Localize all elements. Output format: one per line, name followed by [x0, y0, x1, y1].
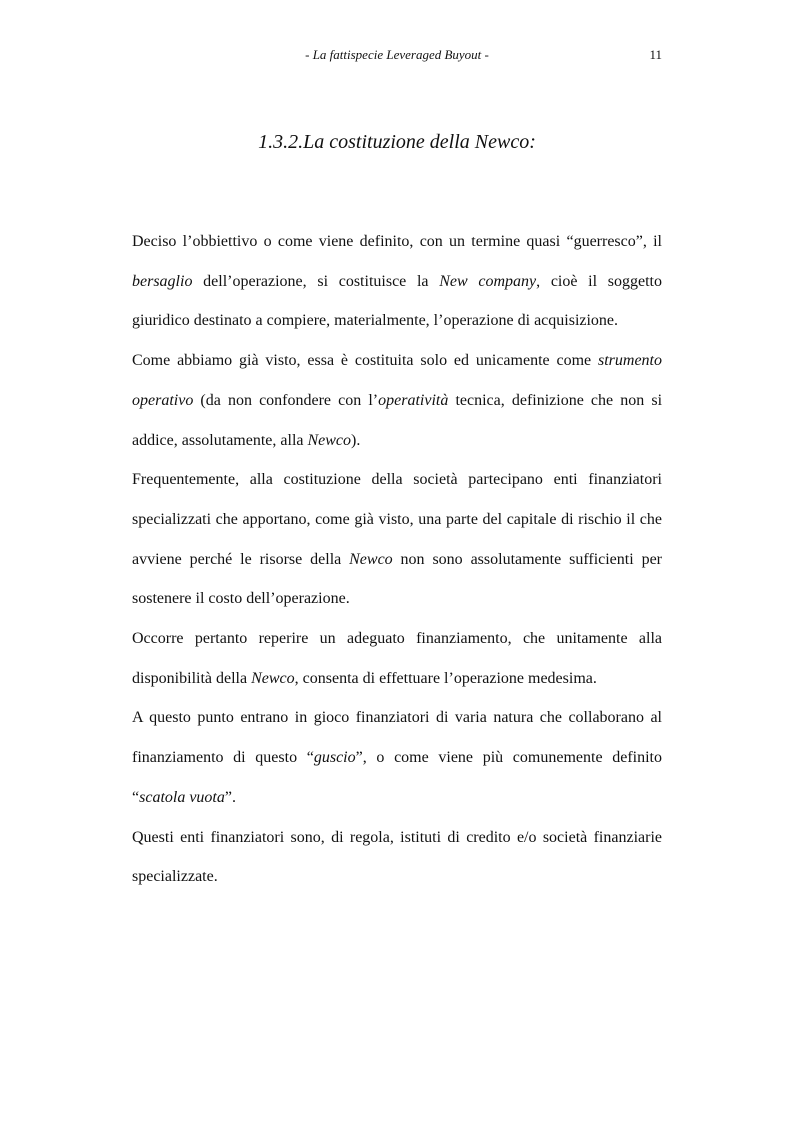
paragraph [132, 341, 662, 460]
text-run: , cioè il soggetto giuridico destinato a compiere, materialmente, l’operazione di acquisizione. [132, 272, 662, 330]
text-run: Occorre pertanto reperire un adeguato finanziamento, che unitamente alla disponibilità della [132, 630, 662, 687]
running-header [132, 47, 662, 67]
paragraph [132, 698, 662, 817]
body-text [132, 222, 662, 897]
paragraph [132, 460, 662, 619]
paragraph [132, 619, 662, 698]
text-run: ). [351, 431, 361, 449]
text-run: ”, o come viene più comunemente definito “ [132, 749, 662, 806]
italic-term: operatività [378, 391, 449, 409]
text-run: (da non confondere con l’ [193, 391, 379, 409]
italic-term: strumento operativo [132, 352, 662, 409]
text-run: dell’operazione, si costituisce la [192, 272, 440, 290]
running-title: - La fattispecie Leveraged Buyout - [305, 47, 489, 62]
italic-term: guscio [313, 749, 356, 767]
text-run: Questi enti finanziatori sono, di regola, istituti di credito e/o società finanziarie specializzate. [132, 828, 662, 886]
text-run: Come abbiamo già visto, essa è costituita solo ed unicamente come [132, 352, 598, 370]
text-run: non sono assolutamente sufficienti per sostenere il costo dell’operazione. [132, 550, 662, 608]
italic-term: Newco [251, 669, 295, 687]
italic-term: New company [439, 272, 537, 290]
section-title: 1.3.2.La costituzione della Newco: [258, 131, 536, 153]
text-run: tecnica, definizione che non si addice, assolutamente, alla [132, 391, 663, 449]
italic-term: Newco [307, 431, 352, 449]
text-run: , consenta di effettuare l’operazione medesima. [294, 669, 597, 687]
italic-term: bersaglio [132, 272, 193, 290]
italic-term: scatola vuota [139, 788, 225, 806]
text-run: A questo punto entrano in gioco finanziatori di varia natura che collaborano al finanziamento di questo “ [132, 709, 662, 767]
paragraph [132, 818, 662, 897]
page-number: 11 [649, 47, 662, 62]
text-run: Deciso l’obbiettivo o come viene definito, con un termine quasi “guerresco”, il [132, 233, 662, 250]
paragraph [132, 222, 662, 341]
text-run: ”. [224, 788, 236, 806]
italic-term: Newco [349, 550, 393, 568]
text-run: Frequentemente, alla costituzione della società partecipano enti finanziatori specializzati che apportano, come già visto, una parte del capitale di rischio il che avviene perché le risorse della [132, 471, 662, 568]
